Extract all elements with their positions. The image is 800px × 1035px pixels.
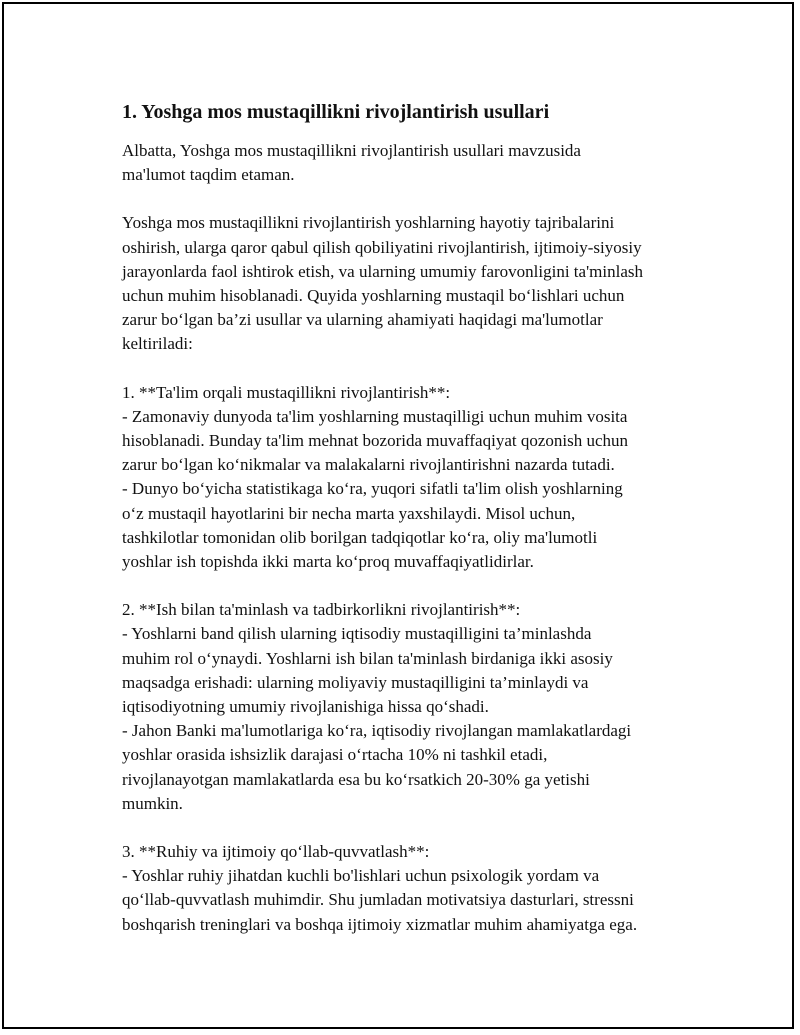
intro-paragraph: Albatta, Yoshga mos mustaqillikni rivojlantirish usullari mavzusida ma'lumot taqdim etaman.: [122, 141, 581, 185]
section-employment: 2. **Ish bilan ta'minlash va tadbirkorlikni rivojlantirish**: - Yoshlarni band qilish ularning iqtisodiy mustaqilligini ta’minlashda muhim rol o‘ynaydi. Yoshlarni ish bilan ta'minlash birdaniga ikki asosiy maqsadga erishadi: ularning moliyaviy mustaqilligini ta’minlaydi va iqtisodiyotning umumiy rivojlanishiga hissa qo‘shadi. - Jahon Banki ma'lumotlariga ko‘ra, iqtisodiy rivojlangan mamlakatlardagi yoshlar orasida ishsizlik darajasi o‘rtacha 10% ni tashkil etadi, rivojlanayotgan mamlakatlarda esa bu ko‘rsatkich 20-30% ga yetishi mumkin.: [122, 600, 632, 813]
section-education: 1. **Ta'lim orqali mustaqillikni rivojlantirish**: - Zamonaviy dunyoda ta'lim yoshlarning mustaqilligi uchun muhim vosita hisoblanadi. Bunday ta'lim mehnat bozorida muvaffaqiyat qozonish uchun zarur bo‘lgan ko‘nikmalar va malakalarni rivojlantirishni nazarda tutadi. - Dunyo bo‘yicha statistikaga ko‘ra, yuqori sifatli ta'lim olish yoshlarning o‘z mustaqil hayotlarini bir necha marta yaxshilaydi. Misol uchun, tashkilotlar tomonidan olib borilgan tadqiqotlar ko‘ra, oliy ma'lumotli yoshlar ish topishda ikki marta ko‘proq muvaffaqiyatlidirlar.: [122, 382, 629, 572]
document-title: 1. Yoshga mos mustaqillikni rivojlantirish usullari: [122, 101, 550, 123]
overview-paragraph: Yoshga mos mustaqillikni rivojlantirish yoshlarning hayotiy tajribalarini oshirish, ularga qaror qabul qilish qobiliyatini rivojlantirish, ijtimoiy-siyosiy jarayonlarda faol ishtirok etish, va ularning umumiy farovonligini ta'minlash uchun muhim hisoblanadi. Quyida yoshlarning mustaqil bo‘lishlari uchun zarur bo‘lgan ba’zi usullar va ularning ahamiyati haqidagi ma'lumotlar keltiriladi:: [122, 213, 643, 354]
section-support: 3. **Ruhiy va ijtimoiy qo‘llab-quvvatlash**: - Yoshlar ruhiy jihatdan kuchli bo'lishlari uchun psixologik yordam va qo‘llab-quvvatlash muhimdir. Shu jumladan motivatsiya dasturlari, stressni boshqarish treninglari va boshqa ijtimoiy xizmatlar muhim ahamiyatga ega.: [122, 842, 638, 934]
document-page: [2, 2, 794, 1029]
document-body: [122, 100, 712, 961]
